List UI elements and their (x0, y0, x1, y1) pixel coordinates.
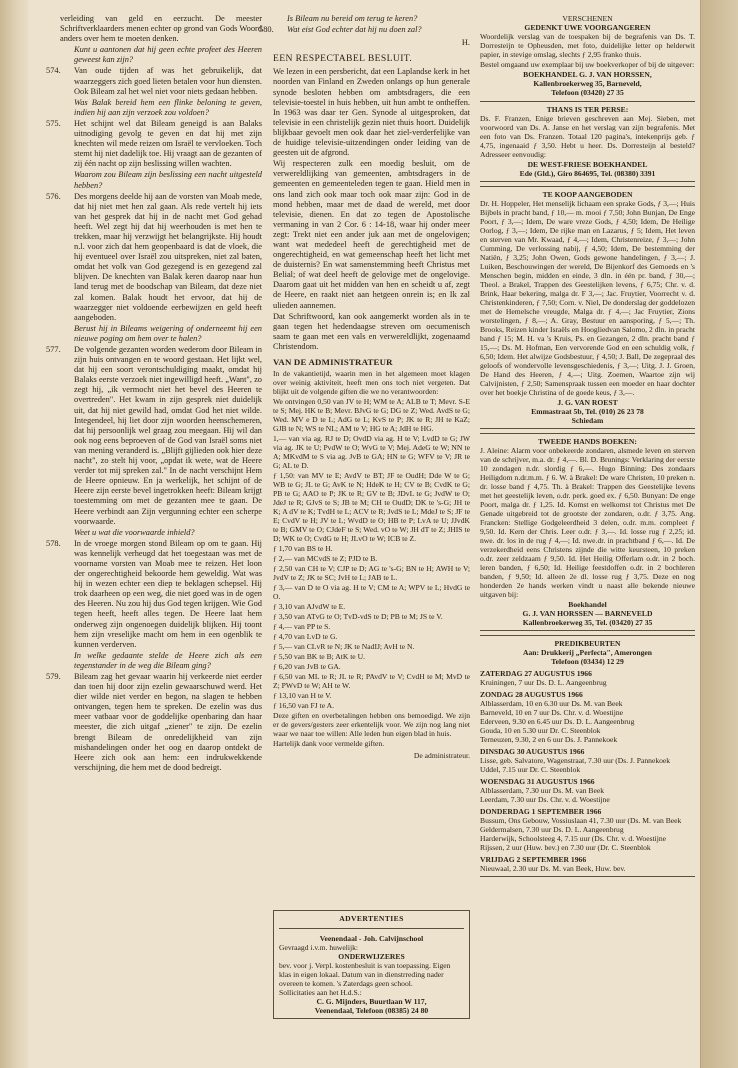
gift-line: 1,— van via ag. RJ te D; OvdD via ag. H te V; LvdD te G; JW via ag. JK te U; PvdW te O; WvG te V; Mej. AdeG te W; NN te A; MKvdM te S via ag. JvB te GA; HN te G; WFV te V; JR te G; AL te D. (273, 434, 470, 471)
schedule-title: PREDIKBEURTEN (554, 639, 621, 648)
gift-line: ƒ 16,50 van FJ te A. (273, 701, 334, 711)
ad-school: Veenendaal - Joh. Calvijnschool (319, 934, 424, 943)
preaching-schedule (480, 635, 695, 877)
schedule-date: ZATERDAG 27 AUGUSTUS 1966 (480, 669, 592, 678)
publisher-name: Boekhandel (568, 600, 607, 609)
publisher-city: Schiedam (571, 416, 604, 425)
question: Was Balak bereid hem een flinke beloning te geven, indien hij aan zijn verzoek zou voldoen? (74, 97, 262, 117)
question: In welke gedaante stelde de Heere zich als een tegenstander in de weg die Bileam ging? (74, 650, 262, 670)
article-paragraph: Wij respecteren zulk een moedig besluit, om de verwereldlijking van gemeenten, ambtsdragers in de gemeenten en gemeenteleden tegen te gaan. Hield men in ons land zich ook maar toch ook maar zijn: God in de mond hebben, maar met de daad de wereld, met door televisie, dienen. En dat zo tegen de Apostolische vermaning in van 2 Cor. 6 : 14-18, waar hij onder meer zegt: Trekt niet een ander juk aan met de ongelovigen; want wat mededeel heeft de gerechtigheid met de ongerechtigheid, en wat gemeenschap heeft het licht met de duisternis? En wat samenstemming heeft Christus met Belial; of wat deel heeft de gelovige met de ongelovige. Daarom gaat uit het midden van hen en scheidt u af, zegt de Heere, en raakt niet aan hetgeen onrein is; en Ik zal ulieden aannemen. (273, 159, 470, 310)
question: Weet u wat die voorwaarde inhield? (74, 527, 195, 537)
ad-sollicit: Sollicitaties aan het H.d.S.: (279, 988, 362, 997)
schedule-date: VRIJDAG 2 SEPTEMBER 1966 (480, 855, 587, 864)
ad-contact: C. G. Mijnders, Buurtlaan W 117, (316, 997, 427, 1006)
schedule-day (480, 669, 695, 687)
schedule-day (480, 690, 695, 744)
author-initial: H. (461, 38, 470, 48)
ad-heading: VERSCHENEN (562, 14, 613, 23)
column-articles (259, 14, 470, 761)
schedule-date: DONDERDAG 1 SEPTEMBER 1966 (480, 807, 602, 816)
ad-date: Gevraagd i.v.m. huwelijk: (279, 943, 359, 952)
paragraph-text: Des morgens deelde hij aan de vorsten van Moab mede, dat hij niet met hen zal gaan. Als rede vertelt hij iets van het gesprek dat hij in de nacht met God gehad heeft. Wel zegt hij dat hij weerhouden is met hen te trekken, maar hij verzwijgt het belangrijkste. Hij houdt n.l. voor zich dat hem geopenbaard is dat de vloek, die hij eventueel over Israël zou uitspreken, niet zal baten, omdat het volk van God gezegend is en gezegend zal blijven. De knechten van Balak keren daarop naar hun land terug met de boodschap van Bileam, dat deze niet zal komen. Balak houdt het ervoor, dat hij de waarzegger niet voldoende eerbewijzen en geld heeft aangeboden. (74, 191, 262, 322)
paragraph-number: 575. (46, 118, 61, 128)
publisher-name: J. G. VAN ROEST (557, 398, 618, 407)
admin-thanks: Hartelijk dank voor vermelde giften. (273, 739, 385, 749)
gift-line: ƒ 6,50 van ML te R; JL te R; PAvdV te V; CvdH te M; MvD te Z; PWvD te W; AH te W. (273, 672, 470, 691)
ad-text: Dr. H. Hoppeler, Het menselijk lichaam een sprake Gods, ƒ 3,—; Huis Bijbels in pracht band, ƒ 10,— m. mooi ƒ 7,50; John Bunjan, De Enge Poort, ƒ 3,—; Idem, De ware vreze Gods, ƒ 4,50; Idem, De Heilige Oorlog, ƒ 3,—; Idem, De rijke man en Lazarus, ƒ 5; Idem, Het leven en sterven van Mr. Kwaad, ƒ 4,—; Idem, Christenreize, ƒ 3,—; John Cumming, De verlossing nabij, ƒ 4,50; Idem, De bestemming der Natiën, ƒ 3,25; John Owen, Gods gewone handelingen, ƒ 3,—; J. Luiken, Beschouwingen der wereld, De Bijenkorf des Gemoeds en 's Menschen begin, midden en einde, 3 dln. in één pr. band, ƒ 30,—; Theol. a Brakel, Trappen des Geestelijken levens, ƒ 6,75; Chr. v. d. Brink, Haar bekering, malga dr. F 3,—; Jac. Fruytier, Voorrecht v. d. Christenkinderen, ƒ 7,50; Corn. v. Niel, De donderslag der goddelozen met de Hemelsche vreugde, Malga dr. ƒ 4,—; Jac Fruytier, Zions worstelingen, ƒ 8,—; A. Gray, Bestuur en aansporing, ƒ 5,—; Th. Brooks, Reizen kinder Israëls en Hoogliedvan Salomo, 2 dln. in pracht band ƒ 15; M. H. va 's Kruis, Ps. en Gezangen, 2 dln. pracht band ƒ 15,—; Ds. M. Hofman, Een vervorende God en een schuldig volk, ƒ 6,50; Idem. Het alwijze Godsbestuur, ƒ 4,50; J. Ball, De zegepraal des geloofs of wondervolle levensgeschiedenis, ƒ 3,—; Uitg. J. J. Groen, De Hand des Heeren, ƒ 4,—; Uitg. Zoemen, Waartoe zijn wij Calvijnisten, ƒ 2,50; Samenspraak tussen een moeder en haar dochter over het boekje Christina of de goede keus, ƒ 3,—. (480, 199, 695, 397)
publisher-address: Emmastraat 5b, Tel. (010) 26 23 78 (531, 407, 644, 416)
publisher-name: G. J. VAN HORSSEN — BARNEVELD (522, 609, 653, 618)
page-edge-left (0, 0, 28, 1068)
question: Berust hij in Bileams weigering of onderneemt hij een nieuwe poging om hem over te halen? (74, 323, 262, 343)
used-books-ad (480, 433, 695, 631)
question: Is Bileam nu bereid om terug te keren? (287, 14, 418, 23)
question: Kunt u aantonen dat hij geen echte profeet des Heeren geweest kan zijn? (74, 45, 262, 65)
schedule-line: Gouda, 10 en 5.30 uur Dr. C. Steenblok (480, 726, 601, 735)
schedule-date: WOENSDAG 31 AUGUSTUS 1966 (480, 777, 595, 786)
paragraph: verleiding van geld en eerzucht. De meester Schriftverklaarders menen echter op grond van Gods Woord anders over hem te moeten denken. (60, 14, 262, 44)
gift-line: ƒ 5,50 van BK te B; AtK te U. (273, 652, 365, 662)
paragraph-number: 577. (46, 345, 61, 354)
numbered-paragraph (46, 118, 262, 169)
ad-heading: GEDENKT UWE VOORGANGEREN (524, 23, 651, 32)
schedule-date: DINSDAG 30 AUGUSTUS 1966 (480, 747, 585, 756)
publisher-address: Kallenbroekerweg 35, Tel. (03420) 27 35 (522, 618, 653, 627)
publisher-address: Kallenbroekerweg 35, Barneveld, (533, 79, 642, 88)
numbered-paragraph (46, 66, 262, 96)
ad-heading: TE KOOP AANGEBODEN (542, 190, 633, 199)
paragraph-number: 580. (259, 25, 274, 35)
schedule-line: Uddel, 7.15 uur Dr. C. Steenblok (480, 765, 581, 774)
paragraph-text: De volgende gezanten worden wederom door Bileam in zijn huis ontvangen en te woord gestaan. Het lijkt wel, dat hij een soort verontschuldiging maakt, omdat hij Balaks eerste verzoek niet ingewilligd heeft. „Want", zo zegt hij, „ik vermocht niet het bevel des Heeren te overtreden". Het kwam in zijn gesprek niet duidelijk uit, dat hij niet gewild had, omdat God het niet wilde. Integendeel, hij liet door zijn woorden heenschemeren, dat hij persoonlijk wel graag zou meegaan. Hij wil dan ook nog eens beproeven of de God van Israël soms niet van mening veranderd is. „Blijft gijlieden ook hier deze nacht", zo stelt hij voor, „opdat ik wete, wat de Heere verder tot mij spreken zal." In de nacht verschijnt Hem de Heere opnieuw. En ja werkelijk, het schijnt of de Heere zijn eerste bevel ingetrokken heeft: Bileam krijgt toestemming om met de gezanten mee te gaan. De Heere verbindt aan Zijn vergunning echter een scherpe voorwaarde. (74, 345, 262, 526)
gift-line: ƒ 13,10 van H te V. (273, 691, 332, 701)
gift-line: We ontvingen 0,50 van JV te H; WM te A; ALB te T; Mevr. S-E te S; Mej. HK te B; Mevr. BJvG te G; DG te Z; Wed. AvdS te G; Wed. MV e D te L; AdG te L; KvS te P; JK te R; JH te KaZ; GJB te N; WS te NL; AM te V; HG te A; JdH te HG. (273, 397, 470, 434)
paragraph-text: Het schijnt wel dat Bileam geneigd is aan Balaks uitnodiging gevolg te geven en dat hij met zijn knechten wil mede reizen om Israël te vervloeken. Toch stemt hij niet dadelijk toe. Hij vraagt aan de gezanten of zij één nacht op zijn beslissing willen wachten. (74, 118, 262, 169)
schedule-line: Alblasserdam, 7.30 uur Ds. M. van Beek (480, 786, 605, 795)
gift-line: ƒ 2,— van MCvdS te Z; PJD te B. (273, 554, 378, 564)
schedule-line: Barneveld, 10 en 7 uur Ds. Chr. v. d. Woestijne (480, 708, 624, 717)
gift-line: ƒ 4,70 van LvD te G. (273, 632, 338, 642)
article-title: EEN RESPECTABEL BESLUIT. (273, 53, 413, 65)
press-ad (480, 101, 695, 182)
schedule-day (480, 855, 695, 873)
gift-line: ƒ 3,50 van ATvG te O; TvD-vdS te D; PB te M; JS te V. (273, 612, 443, 622)
schedule-line: Geldermalsen, 7.30 uur Ds. D. L. Aangeenbrug (480, 825, 624, 834)
question: Wat eist God echter dat hij nu doen zal? (287, 25, 422, 35)
schedule-day (480, 747, 695, 774)
ad-text: J. Aleine: Alarm voor onbekeerde zondaren, alsmede leven en sterven van de schrijver, m.a. dr. ƒ 4,—. Bl. D. Brunings: Verklaring der eerste 10 zondagen n.dr. slordig ƒ 6,—. Hugo Binning: Des zondaars Heiligdom n.dr.m.m. ƒ 6. W. à Brakel: De ware Christen, 10 preken n. dr. losse band ƒ 4,75. Th. à Brakel: Trappen des Geestelijke levens met het geestelijk leven, o.dr. perk. goed ex. ƒ 6,50. Bunyan: De enge Poort, malga dr. ƒ 1,25. Id. Komst en welkomst tot Christus met De Genade uitgebreid tot de grootste der zondaren, o.dr. ƒ 3,75. Ang. Francken: Stellige Godgeleerdheid 3 delen, o.dr. m.m. compleet ƒ 9,50. Id. Kern der Chris. Leer o.dr. ƒ 3,—. Id. losse rug ƒ 2,25; id. nwe. dr. los in de rug ƒ 4,—; Id. nwe.dr. in prachtband ƒ 6,—. Id. De verzekerdheid eens Christens zijnde die witte keursteen, 10 preken o.dr. zeer zeldzaam ƒ 9,50. Id. Het Heilig Offerlam o.dr. in 2 boch. leren banden, ƒ 6,50; Id. Heilige feestdoffen o.dr. in 2 bochleren banden, ƒ 9,50; Id. alleen 2e dl. losse rug ƒ 3,75. Deze en nog honderden 2e hands werken vindt u naast alle bekende nieuwe uitgaven bij: (480, 446, 695, 599)
paragraph-text: In de vroege morgen stond Bileam op om te gaan. Hij was kennelijk verheugd dat het toegestaan was met de voorname vorsten van Moab mee te reizen. Het loon der ongerechtigheid bekoorde hem geweldig. Wat was hij in wezen echter een diep te beklagen schepsel. Hij trok daarheen op een weg, die niet goed was in de ogen des Heeren. Nu zou hij dus God tegen krijgen. Wie God tegen heeft, heeft alles tegen. De Heere laat hem onderweg zijn ongenoegen duidelijk blijken. Hij toont hem zijn vreselijke macht om hem in een ogenblik te kunnen verderven. (74, 538, 262, 649)
numbered-paragraph (46, 538, 262, 650)
schedule-list (480, 669, 695, 873)
schedule-line: Ederveen, 9.30 en 6.45 uur Ds. D. L. Aangeenbrug (480, 717, 635, 726)
schedule-sub: Aan: Drukkerij „Perfecta", Amerongen (523, 648, 652, 657)
ad-text: Bestel omgaand uw exemplaar bij uw boekverkoper of bij de uitgever: (480, 60, 695, 69)
schedule-line: Harderwijk, Schoolsteeg 4, 7.15 uur (Ds. Chr. v. d. Woestijne (480, 834, 667, 843)
paragraph-number: 576. (46, 191, 61, 201)
schedule-day (480, 807, 695, 852)
schedule-date: ZONDAG 28 AUGUSTUS 1966 (480, 690, 583, 699)
numbered-paragraph (259, 25, 470, 35)
paragraph-text: Bileam zag het gevaar waarin hij verkeerde niet eerder dan toen hij door zijn ezelin gewaarschuwd werd. Het dier wilde niet verder en begon, na slagen te hebben ontvangen, tegen hem te spreken. De ezelin was dus meer vatbaar voor de goddelijke openbaring dan haar meester, die zich uitgaf „ziener" te zijn. De ezelin brengt Bileam de onredelijkheid van zijn mishandelingen onder het oog en daarop ontdekt de Heere zich ook aan hem: een indrukwekkende verschijning, die hem met de dood bedreigt. (74, 672, 262, 772)
numbered-paragraph (46, 191, 262, 323)
gift-line: ƒ 4,— van PP te S. (273, 622, 331, 632)
ads-title: ADVERTENTIES (339, 914, 404, 923)
paragraph-number: 574. (46, 66, 61, 76)
paragraph-text: Van oude tijden af was het gebruikelijk, dat waarzeggers zich goed lieten betalen voor hun diensten. Ook Bileam zal het wel niet voor niets gedaan hebben. (74, 66, 262, 96)
paragraph-number: 578. (46, 538, 61, 548)
publisher-address: Ede (Gld.), Giro 864695, Tel. (08380) 3391 (519, 169, 656, 178)
paragraph-number: 579. (46, 672, 61, 681)
admin-intro: In de vakantietijd, waarin men in het algemeen moet klagen over weinig aktiviteit, heeft men ons toch niet vergeten. Dat blijkt uit de volgende giften die we no verantwoorden: (273, 369, 470, 397)
ad-body: bev. voor j. Verpl. kostenbesluit is van toepassing. Eigen klas in eigen lokaal. Datum van in dienstrreding nader overeen te komen. 's Zaterdags geen school. (279, 961, 451, 988)
ad-role: ONDERWIJZERES (338, 952, 405, 961)
schedule-day (480, 777, 695, 804)
article-paragraph: We lezen in een persbericht, dat een Laplandse kerk in het noorden van Finland en Zweden onlangs op hun generale synode besloten hebben om ambtsdragers, die een televisie-toestel in huis hebben, uit hun ambt te ontheffen. In 1963 was daar ter Gen. Synode al uitgesproken, dat televisie in een christelijk gezin niet thuis hoort. Duidelijk blijkbaar gevoelt men ook daar het ziel-verderfelijke van de huidige televisie-uitzendingen onder leiding van de geesten uit de afgrond. (273, 67, 470, 158)
gift-line: ƒ 2,50 van CH te V; CJP te D; AG te 's-G; BN te H; AWH te V; JvdV te Z; JK te SC; JvH te L; JAB te L. (273, 564, 470, 583)
gift-line: ƒ 1,50: van MV te E; AvdV te BT; JF te OudH; Dde W te G; WB te G; JL te G; AvK te N; HdeK te H; CV te B; CvdK te G; PB te G; AAO te P; JK te R; GV te B; JDvL te G; JvdW te O; JdeJ te R; GJvS te S; JB te M; CH te OudD; DK te 's-G; JH te K; A dV te K; TvdH te L; ACV te R; JvdS te L; MdeJ te S; JF te E; CvdV te H; JV te L; WvdD te O; HB te P; LvA te U; JJvdK te B; GMV te O; CJdeF te S; Wed. vO te W; JH dT te Z; JHIS te D; WK te O; CvdG te H; JLvO te W; ICB te Z. (273, 471, 470, 544)
admin-section (273, 369, 470, 760)
column-bible-study (46, 14, 262, 774)
schedule-line: Terneuzen, 9.30, 2 en 6 uur Ds. J. Pannekoek (480, 735, 618, 744)
question: Waarom zou Bileam zijn beslissing een nacht uitgesteld hebben? (74, 170, 262, 190)
advertisement-box (273, 910, 470, 1019)
admin-title: VAN DE ADMINISTRATEUR (273, 357, 393, 367)
column-advertisements (480, 14, 695, 881)
ad-heading: THANS IS TER PERSE: (546, 105, 629, 114)
schedule-line: Kruiningen, 7 uur Ds. D. L. Aangeenbrug (480, 678, 607, 687)
ad-text: Ds. F. Franzen, Enige brieven geschreven aan Mej. Sieben, met voorwoord van Ds. A. Janse en het verslag van zijn begrafenis. Met een foto van Ds. Franzen. Totaal 120 pagina's, intekenprijs geb. ƒ 4,75, ingenaaid ƒ 3,50. Hebt u heer. Ds. Dorresteijn al besteld? Adresseer eenvoudig: (480, 114, 695, 159)
numbered-paragraph (46, 672, 262, 773)
gift-line: ƒ 5,— van CLvR te N; JK te NadIJ; AvH te N. (273, 642, 415, 652)
gift-line: ƒ 1,70 van BS te H. (273, 544, 333, 554)
schedule-line: Rijssen, 2 uur (Huw. bev.) en 7.30 uur (Dr. C. Steenblok (480, 843, 651, 852)
article-paragraph: Dat Schriftwoord, kan ook aangemerkt worden als in te gaan tegen het hedendaagse streven om oecumenisch saam te gaan met een vals en verwereldlijkt, zogenaamd Christendom. (273, 311, 470, 351)
sale-ad (480, 186, 695, 429)
schedule-line: Leerdam, 7.30 uur Ds. Chr. v. d. Woestijne (480, 795, 610, 804)
schedule-line: Bussum, Ons Gebouw, Vossiuslaan 41, 7.30 uur (Ds. M. van Beek (480, 816, 682, 825)
schedule-line: Alblasserdam, 10 en 6.30 uur Ds. M. van Beek (480, 699, 623, 708)
ad-contact: Veenendaal, Telefoon (08385) 24 80 (314, 1006, 429, 1015)
ad-heading: TWEEDE HANDS BOEKEN: (538, 437, 637, 446)
numbered-paragraph (46, 345, 262, 527)
schedule-line: Nieuwaal, 2.30 uur Ds. M. van Beek, Huw. bev. (480, 864, 626, 873)
schedule-line: Lisse, geb. Salvatore, Wagenstraat, 7.30 uur (Ds. J. Pannekoek (480, 756, 671, 765)
gift-line: ƒ 3,— van D te O via ag. H te V; CM te A; WPV te L; HvdG te O. (273, 583, 470, 602)
gift-line: ƒ 3,10 van AJvdW te E. (273, 602, 346, 612)
gift-line: ƒ 6,20 van JvB te GA. (273, 662, 341, 672)
page-edge-right (700, 0, 738, 1068)
publisher-name: DE WEST-FRIESE BOEKHANDEL (527, 160, 648, 169)
admin-outro: Deze giften en overbetalingen hebben ons bemoedigd. We zijn er de gevers/gesters zeer erkentelijk voor. We zijn nog lang niet waar we naar toe willen: Alle leden hun eigen blad in huis. (273, 711, 470, 739)
publisher-phone: Telefoon (03420) 27 35 (551, 88, 624, 97)
ad-text: Woordelijk verslag van de toespaken bij de begrafenis van Ds. T. Dorresteijn te Opheusden, met foto, duidelijke letter op helderwit papier, in stevige omslag, slechts ƒ 2,95 franko thuis. (480, 32, 695, 59)
publisher-name: BOEKHANDEL G. J. VAN HORSSEN, (523, 70, 652, 79)
schedule-sub: Telefoon (03434) 12 29 (551, 657, 624, 666)
admin-signature: De administrateur. (413, 751, 470, 761)
